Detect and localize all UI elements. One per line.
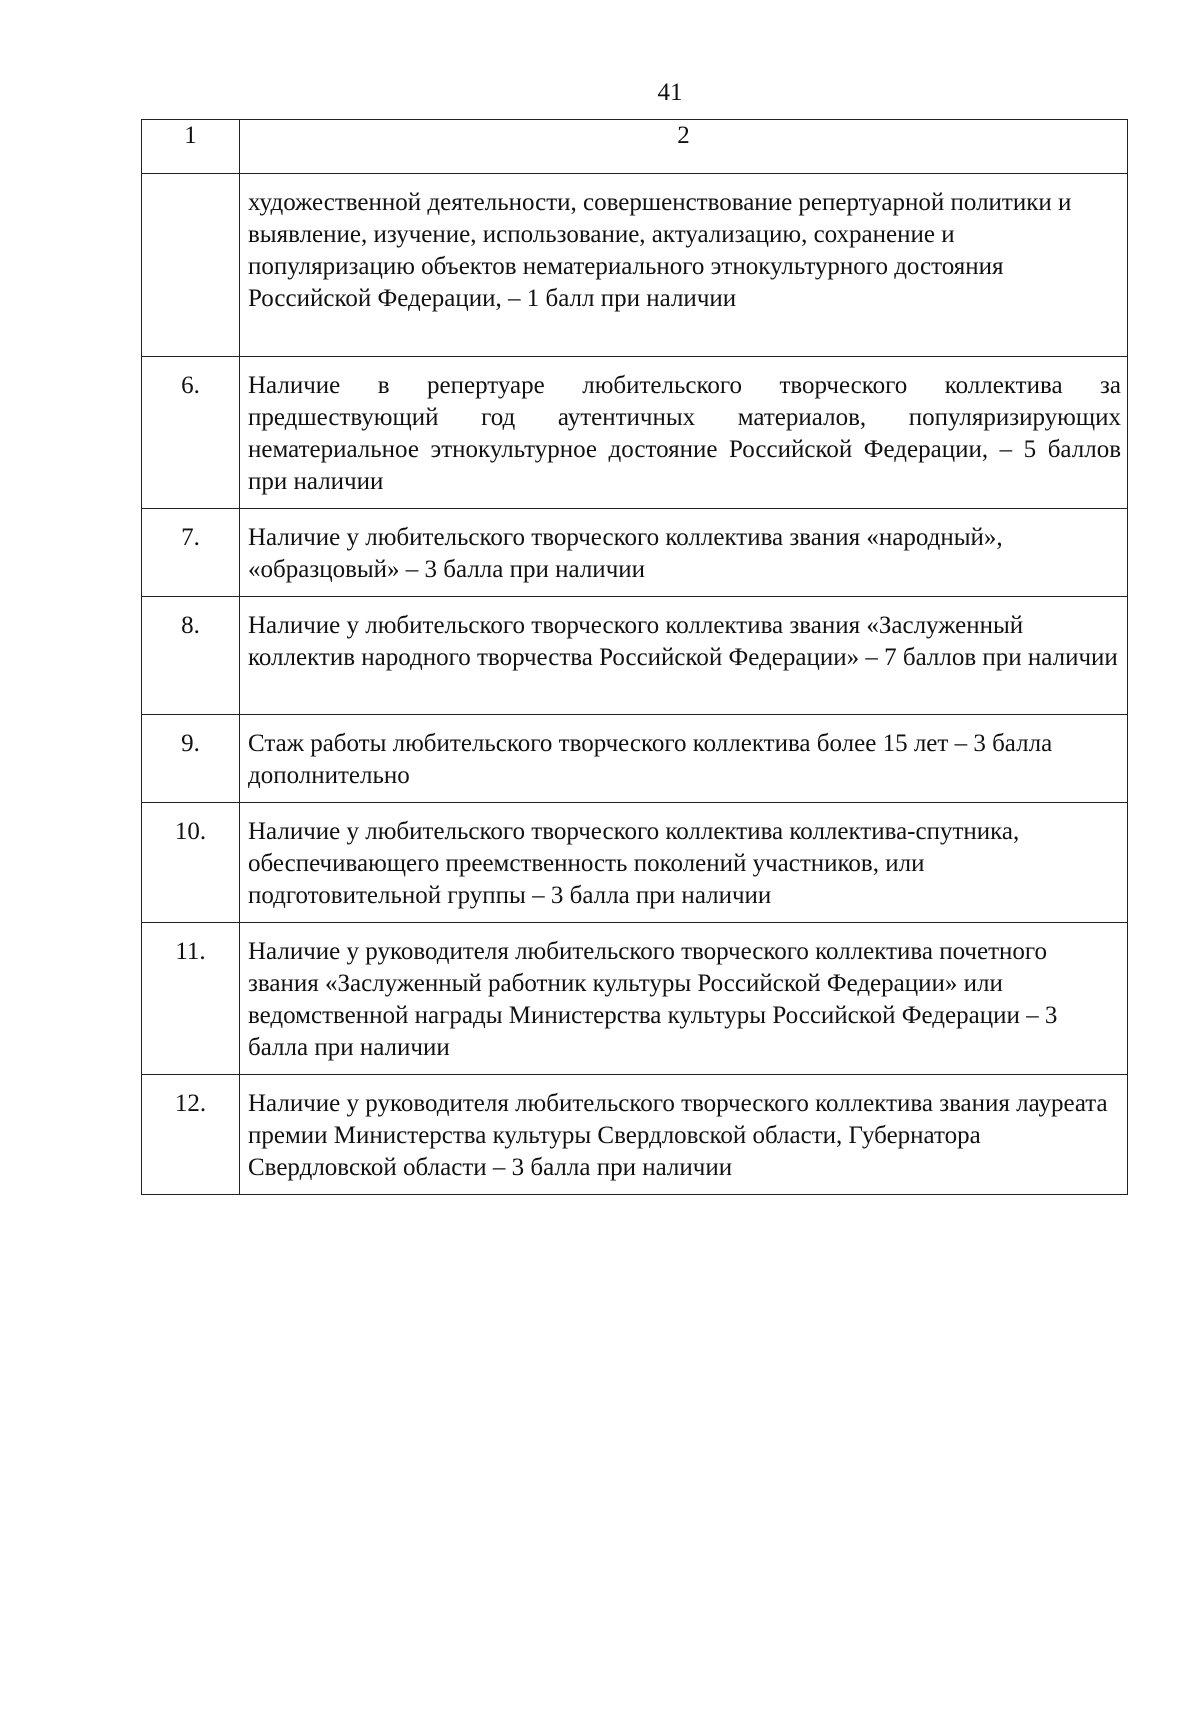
table-row [142, 174, 1128, 357]
table-row [142, 803, 1128, 923]
row-number: 12. [142, 1075, 240, 1195]
row-text: Наличие у любительского творческого коллектива коллектива-спутника, обеспечивающего преемственность поколений участников, или подготовительной группы – 3 балла при наличии [240, 803, 1128, 923]
row-number: 9. [142, 715, 240, 803]
row-text: Наличие в репертуаре любительского творческого коллектива за предшествующий год аутентичных материалов, популяризирующих нематериальное этнокультурное достояние Российской Федерации, – 5 баллов при наличии [240, 357, 1128, 509]
row-number: 10. [142, 803, 240, 923]
row-number: 11. [142, 923, 240, 1075]
row-text: Наличие у руководителя любительского творческого коллектива звания лауреата премии Министерства культуры Свердловской области, Губернатора Свердловской области – 3 балла при наличии [240, 1075, 1128, 1195]
table-row [142, 715, 1128, 803]
row-text: Наличие у любительского творческого коллектива звания «народный», «образцовый» – 3 балла при наличии [240, 509, 1128, 597]
row-text: Наличие у руководителя любительского творческого коллектива почетного звания «Заслуженный работник культуры Российской Федерации» или ведомственной награды Министерства культуры Российской Федерации – 3 балла при наличии [240, 923, 1128, 1075]
row-text: Наличие у любительского творческого коллектива звания «Заслуженный коллектив народного творчества Российской Федерации» – 7 баллов при наличии [240, 597, 1128, 715]
row-number: 6. [142, 357, 240, 509]
page-number: 41 [657, 79, 683, 106]
table-row [142, 357, 1128, 509]
criteria-table [141, 119, 1128, 1195]
column-header-number: 1 [142, 120, 240, 174]
table-row [142, 923, 1128, 1075]
row-number: 7. [142, 509, 240, 597]
table-row [142, 597, 1128, 715]
row-text: художественной деятельности, совершенствование репертуарной политики и выявление, изучение, использование, актуализацию, сохранение и популяризацию объектов нематериального этнокультурного достояния Российской Федерации, – 1 балл при наличии [240, 174, 1128, 357]
row-number: 8. [142, 597, 240, 715]
column-header-text: 2 [240, 120, 1128, 174]
table-row [142, 509, 1128, 597]
table-row [142, 1075, 1128, 1195]
table-header-row [142, 120, 1128, 174]
row-number [142, 174, 240, 357]
row-text: Стаж работы любительского творческого коллектива более 15 лет – 3 балла дополнительно [240, 715, 1128, 803]
